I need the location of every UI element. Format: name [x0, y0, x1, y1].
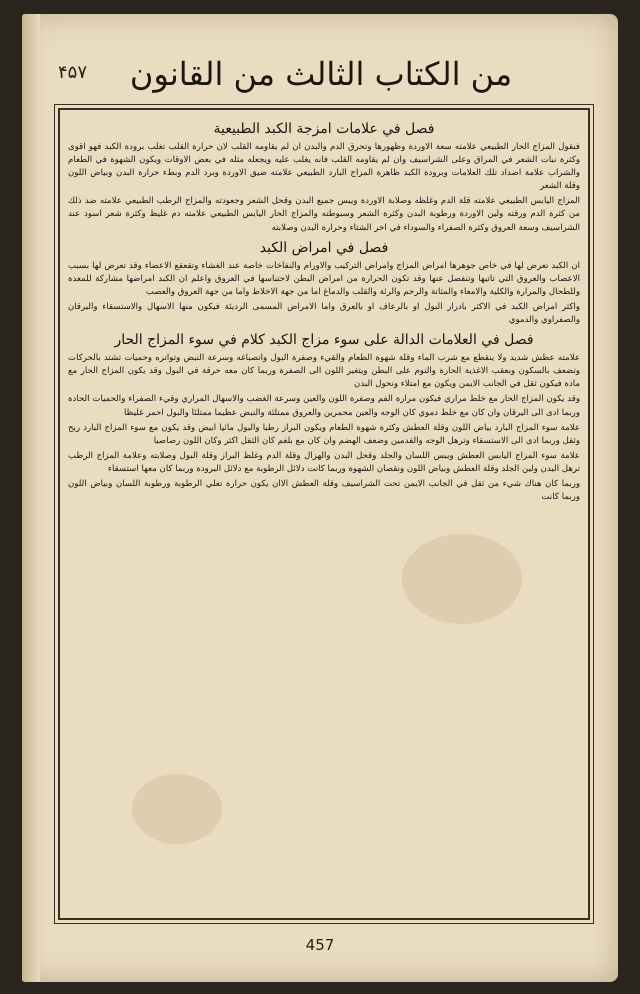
running-title: من الكتاب الثالث من القانون [129, 55, 513, 93]
text-frame [58, 108, 590, 920]
bottom-page-number: 457 [305, 936, 335, 954]
page-gutter [22, 14, 40, 982]
paragraph: فنقول المزاج الحار الطبيعي علامته سعة الاوردة وظهورها وتحرق الدم والبدن ان لم يقاومه القلب لان حرارة القلب تغلب برودة الكبد فهو اقوى وكثرة نبات الشعر في المراق وعلى الشراسيف وان لم يقاومه القلب فانه يغلب عليه ويجعله مثله في بعض الاوقات ويكون الشهوة في الطعام والشراب علامة اضداد تلك العلامات وبرودة الكبد ظاهرة المزاج البارد الطبيعي علامته ضيق الاوردة وبرد الدم وبطء حرارة البدن وبياض اللون وقلة الشعر [68, 142, 580, 192]
top-page-number: ۴۵۷ [58, 62, 88, 83]
page-header [52, 44, 590, 104]
paragraph: علامته عطش شديد ولا ينقطع مع شرب الماء وقلة شهوة الطعام والقيء وصفرة البول وانصباغه وسرعة النبض وتواتره وحميات تشتد بالحركات وتضعف بالسكون وبعقب الاغذية الحارة والنوم على البطن ويتغير اللون الى الصفرة وربما كان معه حرقة في البول وقد يكون المزاج الحار مع مادة فيكون ثقل في الجانب الايمن ويكون مع امتلاء ونحول البدن [68, 353, 580, 390]
book-page [22, 14, 618, 982]
paragraph: علامة سوء المزاج البارد بياض اللون وقلة العطش وكثرة شهوة الطعام ويكون البراز رطبا والبول مائيا ابيض وقد يكون مع سوء المزاج البارد ريح وثقل وربما ادى الى الاستسقاء وترهل الوجه والقدمين وضعف الهضم وان كان مع بلغم كان الثقل اكثر وكان اللون رصاصيا [68, 422, 580, 446]
section-title: فصل في علامات امزجة الكبد الطبيعية [213, 121, 435, 137]
body-text [68, 116, 580, 912]
paragraph: وربما كان هناك شيء من ثقل في الجانب الايمن تحت الشراسيف وقلة العطش الاان يكون حرارة تغلي الرطوبة ورطوبة اللسان وبياض اللون وربما كانت [68, 478, 580, 503]
paragraph: المزاج اليابس الطبيعي علامته قلة الدم وغلظه وصلابة الاوردة ويبس جميع البدن وقحل الشعر وجعودته والمزاج الرطب الطبيعي علامته ضد ذلك من كثرة الدم ورقته ولين الاوردة ورطوبة البدن وكثرة الشعر وسبوطته والمزاج الحار اليابس الطبيعي علامته دم غليظ وكثرة شعر اسود عند الشراسيف وسعة العروق وكثرة الصفراء والسوداء في اخر الشتاء وحرارة البدن وصلابته [68, 196, 580, 233]
section-title: فصل في امراض الكبد [259, 239, 389, 256]
section-title: فصل في العلامات الدالة على سوء مزاج الكبد كلام في سوء المزاج الحار [114, 332, 534, 349]
paragraph: وقد يكون المزاج الحار مع خلط مراري فيكون مرارة الفم وصفرة اللون والعين وسرعة الغضب والاسهال المراري وقيء الصفراء والحميات الحادة وربما ادى الى اليرقان وان كان مع خلط دموي كان الوجه والعين محمرين والعروق ممتلئة والنبض عظيما ممتلئا والبول احمر غليظا [68, 394, 580, 418]
paragraph: علامة سوء المزاج اليابس العطش ويبس اللسان والجلد وقحل البدن والهزال وقلة الدم وغلظ البراز وقلة البول وصلابته وعلامة المزاج الرطب ترهل البدن ولين الجلد وقلة العطش وبياض اللون ونقصان الشهوة وربما كانت دلائل الرطوبة مع دلائل البرودة وربما كان معها استسقاء [68, 450, 580, 474]
paragraph: واكثر امراض الكبد في الاكثر بادرار البول او بالرعاف او بالعرق واما الامراض المسمى الرديئة فيكون منها الاسهال والاستسقاء واليرقان والصفراوي والدموي [68, 301, 580, 326]
paragraph: ان الكبد تعرض لها في خاص جوهرها امراض المزاج وامراض التركيب والاورام والنفاخات خاصة عند الغشاء وتقعقع الاعضاء وقد تعرض لها بسبب الاعصاب والعروق التي تاتيها وتنفصل عنها وقد تكون الحرارة من امراض البطن لاحتباسها في العروق واعلم ان الكبد امراضها مشاركة للمعدة وللطحال والمرارة والكلية والامعاء والمثانة والرحم والرئة والقلب والدماغ اما من جهة الاخلاط واما من جهة العروق والعصب [68, 260, 580, 297]
